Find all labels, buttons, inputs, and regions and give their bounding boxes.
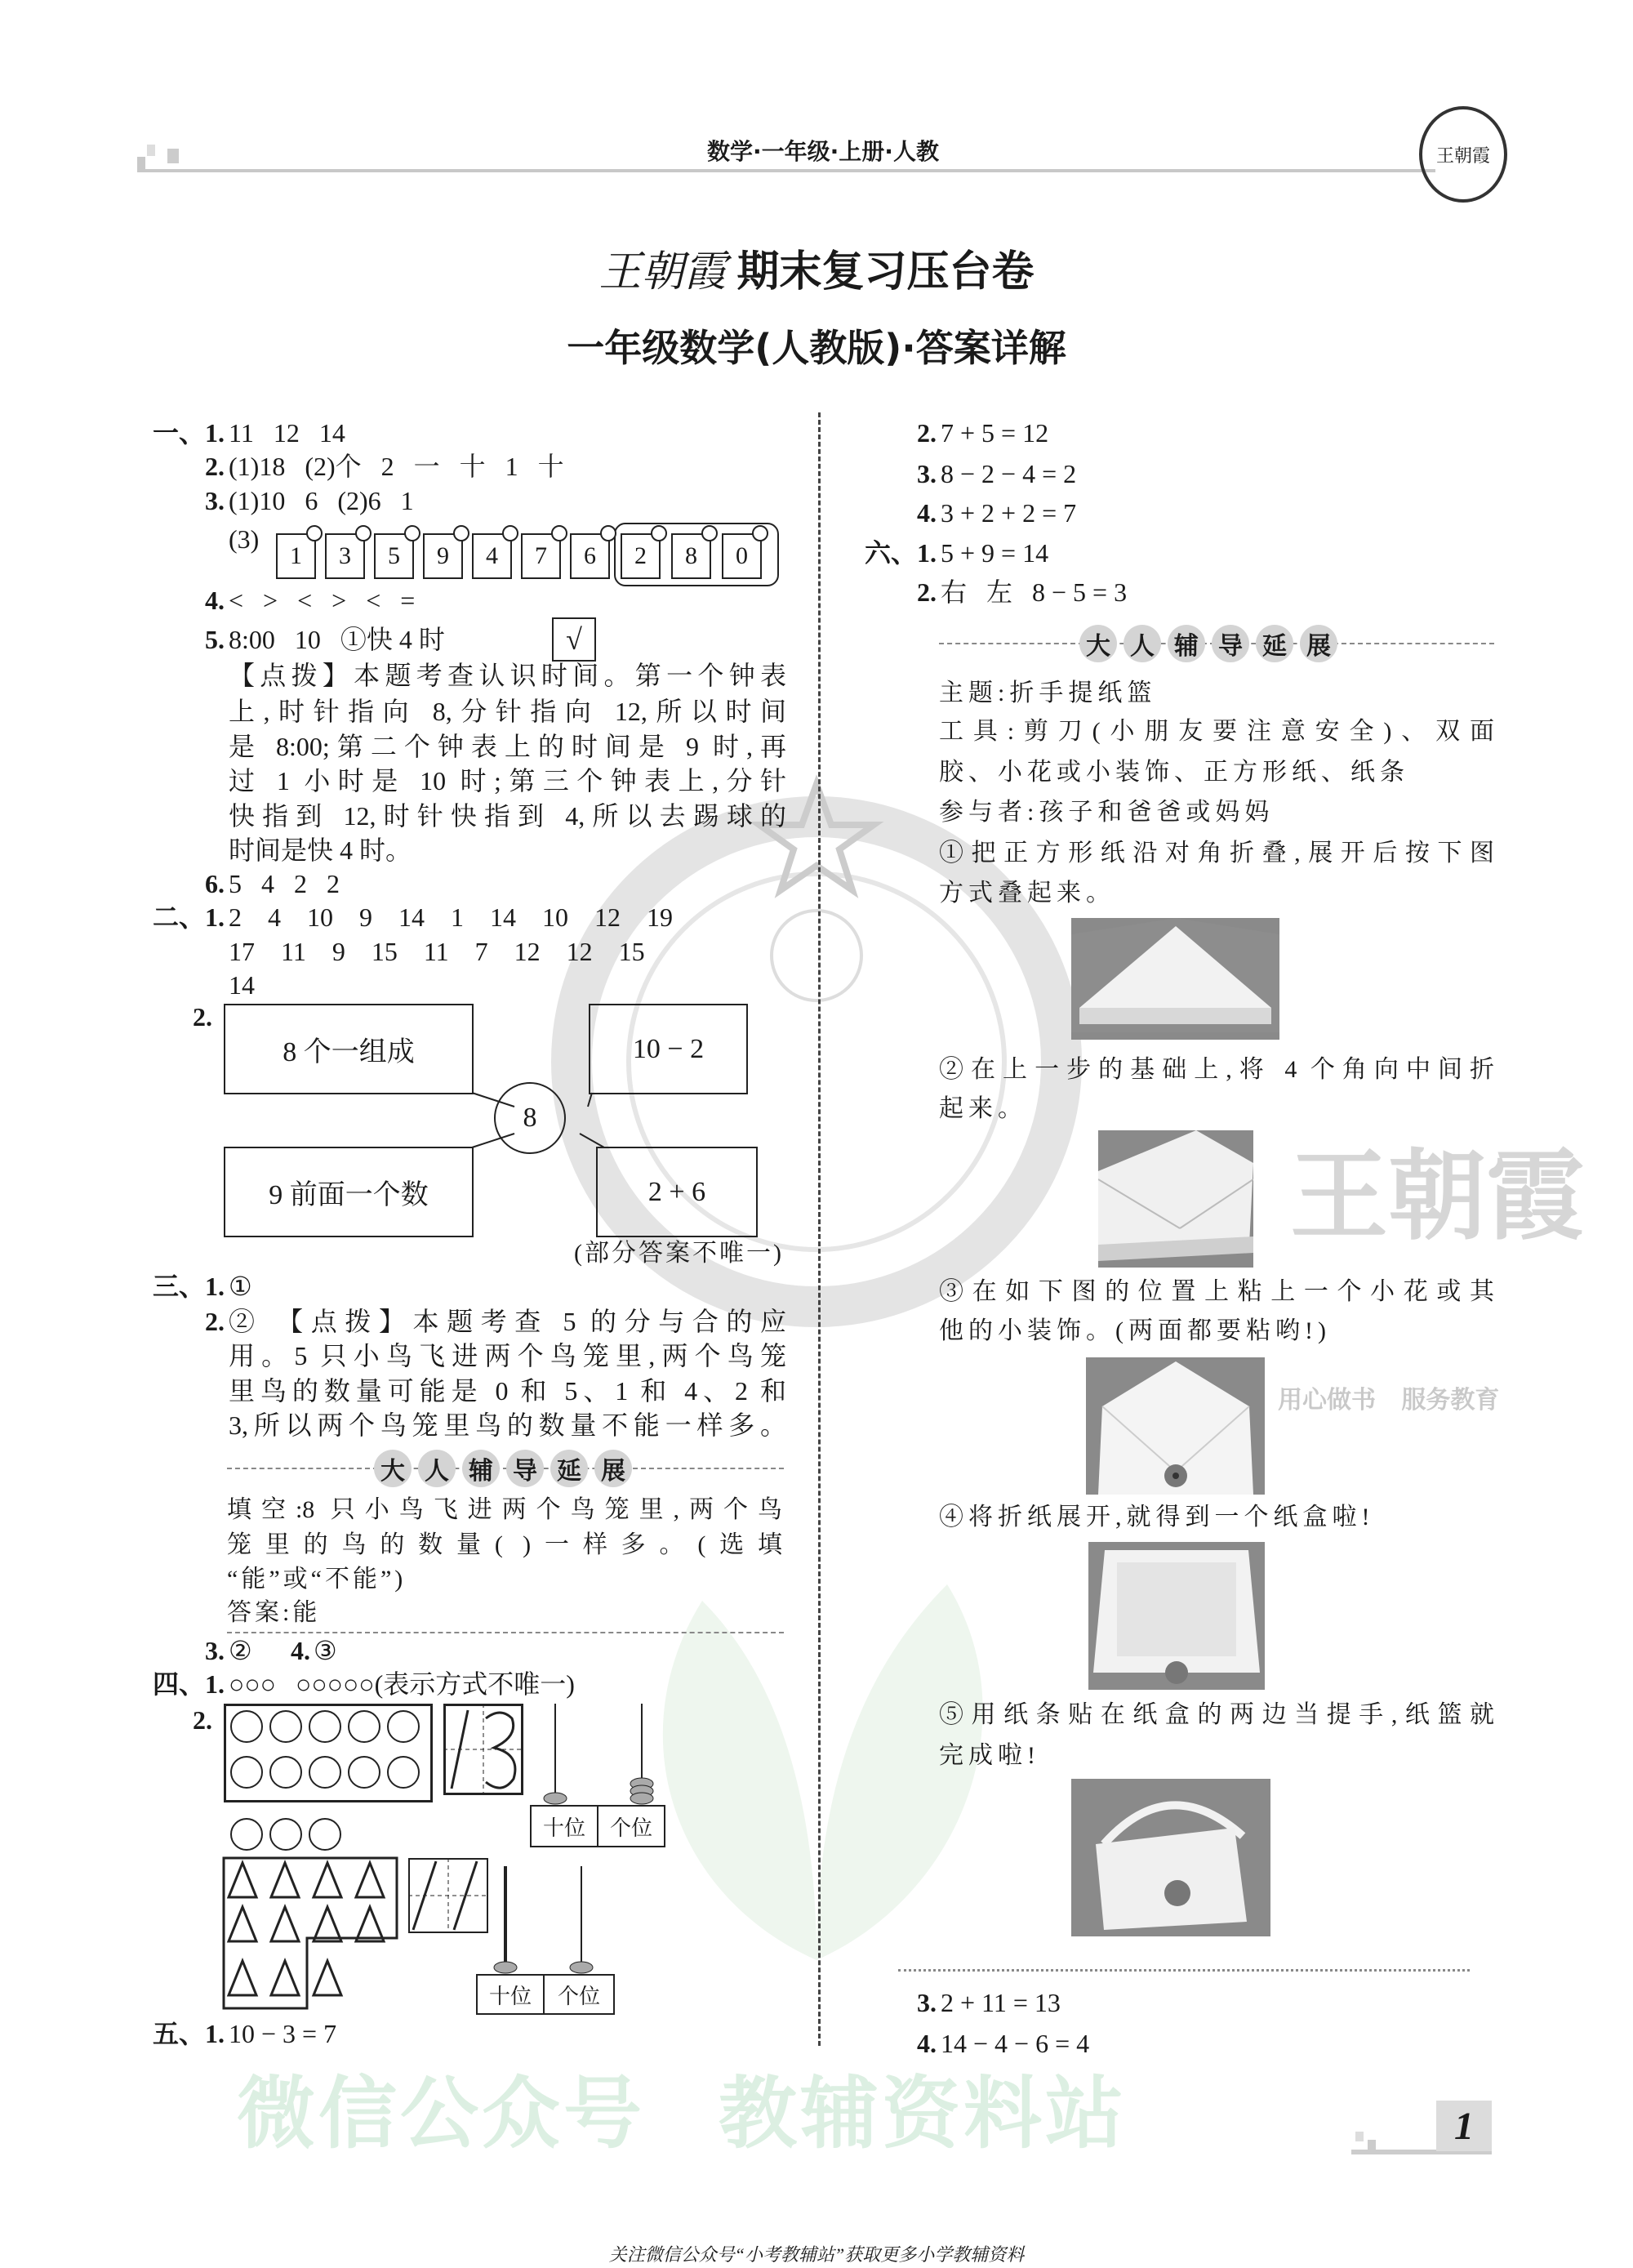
answer-text: ② [229,1636,252,1665]
craft-step: 方式叠起来。 [939,880,1115,907]
q-label: 4. [917,2029,937,2058]
q-label: 3. [917,459,937,488]
band-char: 导 [1212,625,1249,662]
answer-text: (1)18 (2)个 2 一 十 1 十 [229,452,564,481]
band-char: 人 [418,1450,456,1487]
answer-text: 8:00 10 ①快 4 时 [229,625,445,654]
q-label: 四、1. [152,1669,225,1699]
header-rule [137,169,1435,172]
band-char: 导 [506,1450,544,1487]
hint-line: ② 【点拨】本题考查 5 的分与合的应 [229,1307,786,1336]
title-main: 期末复习压台卷 [736,247,1035,296]
section-rule [898,1969,1470,1972]
flower-icon [701,525,718,541]
column-divider [818,412,821,2046]
hint-line: 时间是快 4 时。 [229,835,412,865]
answer-text: 14 [229,970,255,1000]
number-card: 3 [325,533,365,579]
craft-line: 工具:剪刀(小朋友要注意安全)、双面 [939,718,1494,745]
check-box: √ [552,617,596,662]
q-label: 二、1. [152,902,225,932]
craft-step: ③在如下图的位置上粘上一个小花或其 [939,1278,1494,1305]
answer-text: 10 − 3 = 7 [229,2019,337,2048]
answer-text: 11 12 14 [229,418,345,448]
craft-step: ⑤用纸条贴在纸盒的两边当提手,纸篮就 [939,1701,1494,1728]
flower-icon [355,525,372,541]
q-label: 一、1. [152,418,225,448]
answer-text: < > < > < = [229,586,416,615]
number-card: 2 [621,533,661,579]
q-label: 三、1. [152,1272,225,1301]
answer-text: ○○○ ○○○○○(表示方式不唯一) [229,1669,575,1699]
abacus-tens-label: 十位 [530,1805,598,1847]
green-watermark-2: 教辅资料站 [719,2068,1127,2159]
answer-text: (1)10 6 (2)6 1 [229,486,414,515]
answer-text: 5 + 9 = 14 [941,538,1049,568]
band-char: 延 [550,1450,588,1487]
brand-logo-text: 王朝霞 [1435,145,1490,166]
flower-icon [404,525,420,541]
craft-step: ②在上一步的基础上,将 4 个角向中间折 [939,1056,1494,1083]
step2-photo [1098,1130,1253,1268]
number-card: 1 [276,533,316,579]
footer-deco [1355,2132,1364,2141]
page-title [0,237,1633,298]
abacus-tens-label: 十位 [476,1974,545,2015]
q-label: 5. [205,625,225,654]
flower-icon [453,525,469,541]
band-char: 辅 [1168,625,1205,662]
answer-text: 3 + 2 + 2 = 7 [941,498,1077,528]
flower-icon [551,525,567,541]
band-char: 展 [594,1450,632,1487]
answer-text: 右 左 8 − 5 = 3 [941,577,1128,607]
hint-line: 【点拨】本题考查认识时间。第一个钟表 [229,661,786,690]
header-subject: 数学·一年级·上册·人教 [707,138,939,165]
ext-answer: 答案:能 [227,1599,321,1626]
ext-line: “能”或“不能”) [227,1566,407,1593]
answer-text: 8 − 2 − 4 = 2 [941,459,1077,488]
abacus-11-icon [476,1866,615,1976]
number-card: 9 [423,533,463,579]
number-card: 7 [521,533,561,579]
ext-line: 填空:8 只小鸟飞进两个鸟笼里,两个鸟 [227,1496,782,1523]
craft-step: 他的小装饰。(两面都要粘哟!) [939,1317,1331,1344]
diagram-box: 2 + 6 [596,1147,758,1237]
footer-note: 关注微信公众号“小考教辅站”获取更多小学教辅资料 [608,2244,1025,2265]
answer-text: 17 11 9 15 11 7 12 12 15 [229,937,645,966]
hint-line: 是 8:00;第二个钟表上的时间是 9 时,再 [229,732,786,761]
q-label: 2. [205,452,225,481]
green-watermark-1: 微信公众号 [237,2068,645,2159]
step4-photo [1088,1542,1265,1690]
ext-line: 笼里的鸟的数量( )一样多。(选填 [227,1531,782,1558]
hint-line: 快指到 12,时针快指到 4,所以去踢球的 [229,801,786,831]
q-label: 2. [193,1705,212,1735]
flower-icon [502,525,518,541]
hint-line: 用。5 只小鸟飞进两个鸟笼里,两个鸟笼 [229,1341,786,1370]
flower-icon [600,525,616,541]
craft-step: ④将折纸展开,就得到一个纸盒啦! [939,1504,1375,1531]
answer-text: ③ [314,1636,337,1665]
q-label: 4. [291,1636,310,1665]
diagram-box: 10 − 2 [589,1004,748,1094]
sub-label: (3) [229,524,260,554]
number-card: 4 [472,533,512,579]
header-deco [147,145,155,156]
craft-step: 完成啦! [939,1742,1040,1769]
number-card: 6 [570,533,610,579]
title-brand: 王朝霞 [598,247,727,296]
band-char: 辅 [462,1450,500,1487]
answer-text: ① [229,1272,252,1301]
q-label: 3. [917,1988,937,2017]
band-char: 延 [1256,625,1293,662]
diagram-center: 8 [494,1082,566,1154]
q-label: 2. [917,418,937,448]
band-char: 大 [374,1450,412,1487]
band-rule [227,1468,784,1469]
band-char: 展 [1300,625,1337,662]
number-card: 0 [722,533,762,579]
answer-text: 2 4 10 9 14 1 14 10 12 19 [229,902,673,932]
flower-icon [651,525,667,541]
craft-theme: 主题:折手提纸篮 [939,680,1157,706]
page-number: 1 [1436,2101,1492,2151]
brand-logo [1419,106,1507,203]
hint-line: 过 1 小时是 10 时;第三个钟表上,分针 [229,766,786,795]
diagram-box: 9 前面一个数 [224,1147,474,1237]
stamp-watermark-slogan: 用心做书 服务教育 [1278,1386,1500,1415]
hint-line: 上,时针指向 8,分针指向 12,所以时间 [229,697,786,726]
q-label: 2. [205,1307,225,1336]
band-char: 人 [1124,625,1161,662]
band-char: 大 [1079,625,1117,662]
step3-photo [1086,1357,1265,1495]
header-deco [167,149,179,163]
q-label: 6. [205,869,225,898]
answer-text: 2 + 11 = 13 [941,1988,1061,2017]
answer-text: 14 − 4 − 6 = 4 [941,2029,1090,2058]
q-label: 2. [193,1002,212,1032]
q-label: 4. [917,498,937,528]
craft-step: ①把正方形纸沿对角折叠,展开后按下图 [939,840,1494,867]
q-label: 五、1. [152,2019,225,2048]
band-rule [227,1632,784,1633]
answer-text: 7 + 5 = 12 [941,418,1049,448]
triangle-group [222,1856,410,2012]
footer-deco [1368,2140,1376,2150]
abacus-ones-label: 个位 [543,1974,615,2015]
q-label: 4. [205,586,225,615]
craft-line: 胶、小花或小装饰、正方形纸、纸条 [939,759,1409,786]
stamp-watermark-name: 王朝霞 [1290,1138,1584,1254]
diagram-box: 8 个一组成 [224,1004,474,1094]
craft-line: 参与者:孩子和爸爸或妈妈 [939,799,1275,826]
tracing-13-icon [443,1704,523,1795]
note-text: (部分答案不唯一) [574,1240,784,1267]
page-subtitle: 一年级数学(人教版)·答案详解 [567,326,1066,370]
q-label: 2. [917,577,937,607]
hint-line: 3,所以两个鸟笼里鸟的数量不能一样多。 [229,1410,786,1440]
q-label: 3. [205,486,225,515]
flower-icon [752,525,768,541]
number-card: 5 [374,533,414,579]
step5-photo [1071,1779,1270,1936]
step1-photo [1071,918,1279,1040]
q-label: 3. [205,1636,225,1665]
hint-line: 里鸟的数量可能是 0 和 5、1 和 4、2 和 [229,1376,786,1406]
abacus-ones-label: 个位 [597,1805,665,1847]
answer-text: 5 4 2 2 [229,869,340,898]
flower-icon [306,525,323,541]
q-label: 六、1. [864,538,937,568]
craft-step: 起来。 [939,1095,1027,1122]
number-card: 8 [671,533,711,579]
